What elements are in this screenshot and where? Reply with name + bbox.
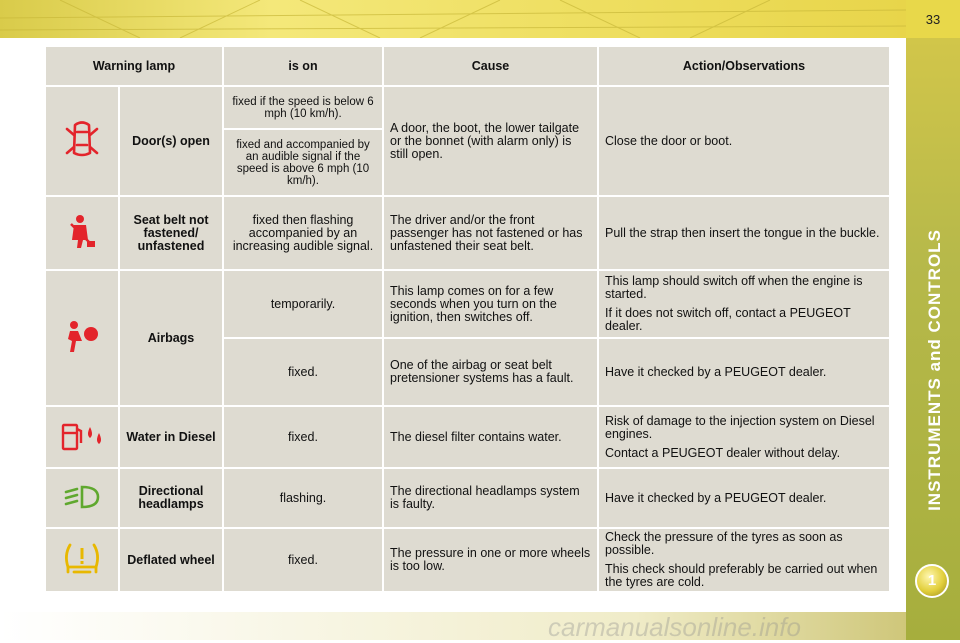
- table-header-row: [46, 47, 889, 85]
- wheel-is-on: fixed.: [224, 529, 382, 591]
- door-lamp-cell: [46, 87, 118, 195]
- seatbelt-action: Pull the strap then insert the tongue in the buckle.: [599, 197, 889, 269]
- table-row-airbags: [46, 271, 889, 337]
- airbag-is-on-fixed: fixed.: [224, 339, 382, 405]
- wheel-action-a: Check the pressure of the tyres as soon as possible.: [605, 530, 843, 557]
- tyre-pressure-icon: [62, 541, 102, 577]
- header-warning-lamp: Warning lamp: [46, 47, 222, 85]
- door-is-on-fast: fixed and accompanied by an audible signal if the speed is above 6 mph (10 km/h).: [224, 130, 382, 195]
- water-lamp-cell: [46, 407, 118, 467]
- headlamp-cause: The directional headlamps system is faulty.: [384, 469, 597, 527]
- airbag-action-temp: [599, 271, 889, 337]
- header-action: Action/Observations: [599, 47, 889, 85]
- door-is-on-slow: fixed if the speed is below 6 mph (10 km/h).: [224, 87, 382, 128]
- wheel-cause: The pressure in one or more wheels is too low.: [384, 529, 597, 591]
- seatbelt-is-on: fixed then flashing accompanied by an increasing audible signal.: [224, 197, 382, 269]
- wheel-lamp-name: Deflated wheel: [120, 529, 222, 591]
- banner-pattern: [0, 0, 906, 38]
- header-is-on: is on: [224, 47, 382, 85]
- chapter-badge: 1: [915, 564, 949, 598]
- car-door-open-icon: [65, 119, 99, 161]
- airbag-action-temp-b: If it does not switch off, contact a PEUGEOT dealer.: [605, 306, 851, 333]
- water-lamp-name: Water in Diesel: [120, 407, 222, 467]
- water-in-diesel-icon: [59, 419, 105, 453]
- table-row-headlamps: [46, 469, 889, 527]
- headlamp-lamp-cell: [46, 469, 118, 527]
- door-action: Close the door or boot.: [599, 87, 889, 195]
- watermark: carmanualsonline.info: [548, 612, 801, 642]
- water-action: [599, 407, 889, 467]
- water-action-b: Contact a PEUGEOT dealer without delay.: [605, 445, 841, 460]
- seat-belt-icon: [67, 214, 97, 250]
- water-is-on: fixed.: [224, 407, 382, 467]
- seatbelt-cause: The driver and/or the front passenger has not fastened or has unfastened their seat belt.: [384, 197, 597, 269]
- table-row-door: [46, 87, 889, 128]
- water-cause: The diesel filter contains water.: [384, 407, 597, 467]
- warning-lamp-table: [44, 45, 891, 593]
- airbag-lamp-name: Airbags: [120, 271, 222, 405]
- wheel-action-b: This check should preferably be carried out when the tyres are cold.: [605, 562, 878, 589]
- airbag-lamp-cell: [46, 271, 118, 405]
- water-action-a: Risk of damage to the injection system on Diesel engines.: [605, 413, 875, 441]
- header-banner: [0, 0, 906, 38]
- table-row-seatbelt: [46, 197, 889, 269]
- airbag-cause-temp: This lamp comes on for a few seconds when you turn on the ignition, then switches off.: [384, 271, 597, 337]
- headlamp-action: Have it checked by a PEUGEOT dealer.: [599, 469, 889, 527]
- airbag-cause-fixed: One of the airbag or seat belt pretensioner systems has a fault.: [384, 339, 597, 405]
- airbag-icon: [64, 319, 100, 355]
- directional-headlamp-icon: [62, 484, 102, 510]
- page-number: 33: [906, 0, 960, 38]
- headlamp-lamp-name: Directional headlamps: [120, 469, 222, 527]
- headlamp-is-on: flashing.: [224, 469, 382, 527]
- wheel-lamp-cell: [46, 529, 118, 591]
- seatbelt-lamp-name: Seat belt not fastened/ unfastened: [120, 197, 222, 269]
- seatbelt-lamp-cell: [46, 197, 118, 269]
- chapter-title: INSTRUMENTS and CONTROLS: [925, 229, 944, 511]
- header-cause: Cause: [384, 47, 597, 85]
- wheel-action: [599, 529, 889, 591]
- airbag-action-fixed: Have it checked by a PEUGEOT dealer.: [599, 339, 889, 405]
- door-lamp-name: Door(s) open: [120, 87, 222, 195]
- airbag-action-temp-a: This lamp should switch off when the engine is started.: [605, 274, 863, 301]
- table-row-wheel: [46, 529, 889, 591]
- table-row-water: [46, 407, 889, 467]
- airbag-is-on-temp: temporarily.: [224, 271, 382, 337]
- door-cause: A door, the boot, the lower tailgate or the bonnet (with alarm only) is still open.: [384, 87, 597, 195]
